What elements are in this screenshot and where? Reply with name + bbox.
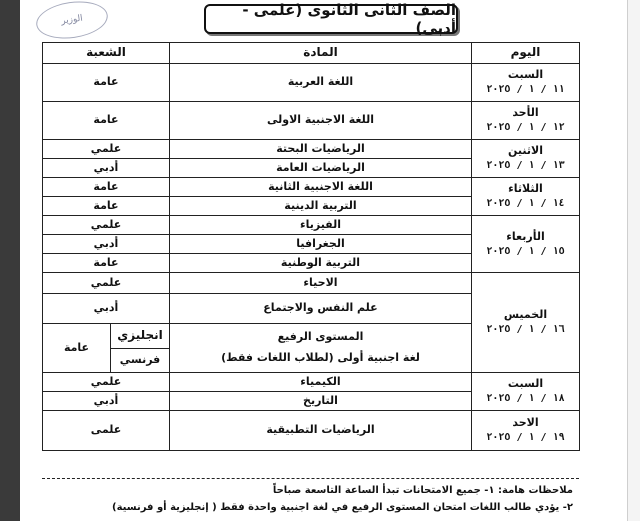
subject-cell: علم النفس والاجتماع: [170, 294, 472, 324]
division-cell: أدبي: [43, 159, 170, 178]
subject-cell: الكيمياء: [170, 373, 472, 392]
table-row: [43, 373, 580, 392]
division-cell: أدبي: [43, 294, 170, 324]
subject-cell: الجغرافيا: [170, 235, 472, 254]
division-cell: أدبي: [43, 235, 170, 254]
table-row: [43, 273, 580, 294]
division-cell: علمي: [43, 373, 170, 392]
table-row: [43, 216, 580, 235]
subject-cell: الرياضيات العامة: [170, 159, 472, 178]
stamp-text: الوزير: [60, 13, 84, 27]
subject-cell: الرياضيات البحتة: [170, 140, 472, 159]
note-1: ملاحظات هامة: ١- جميع الامتحانات تبدأ الساعة التاسعة صباحاً: [272, 485, 573, 496]
day-cell: [472, 373, 580, 411]
day-date: ١٥ / ١ / ٢٠٢٥: [486, 245, 565, 257]
division-cell: أدبي: [43, 392, 170, 411]
division-cell: عامة: [43, 178, 170, 197]
division-cell: عامة: [43, 254, 170, 273]
notes-section: [42, 478, 579, 521]
day-date: ١٦ / ١ / ٢٠٢٥: [486, 324, 565, 336]
subject-cell: الفيزياء: [170, 216, 472, 235]
day-cell: [472, 178, 580, 216]
header-division: الشعبة: [43, 43, 170, 64]
subject-cell: التاريخ: [170, 392, 472, 411]
day-name: الخميس: [503, 308, 548, 322]
subject-cell: اللغة الاجنبية الثانية: [170, 178, 472, 197]
day-date: ١٨ / ١ / ٢٠٢٥: [486, 393, 565, 405]
table-row: [43, 102, 580, 140]
day-cell: [472, 273, 580, 373]
day-name: الاحد: [512, 416, 539, 430]
day-cell: [472, 64, 580, 102]
day-name: السبت: [507, 68, 544, 82]
page-title: الصف الثانى الثانوى (علمى - أدبى): [204, 4, 458, 34]
table-row: [43, 140, 580, 159]
day-name: الأربعاء: [506, 229, 545, 243]
division-cell: علمى: [43, 411, 170, 451]
division-cell: علمي: [43, 140, 170, 159]
day-cell: [472, 140, 580, 178]
subject-cell: اللغة العربية: [170, 64, 472, 102]
subject-cell: التربية الدينية: [170, 197, 472, 216]
day-date: ١١ / ١ / ٢٠٢٥: [486, 84, 565, 96]
day-name: الثلاثاء: [508, 182, 543, 196]
language-option-english: انجليزي: [117, 327, 163, 342]
day-name: السبت: [507, 377, 544, 391]
header-day: اليوم: [472, 43, 580, 64]
table-row: [43, 178, 580, 197]
note-2: ٢- يؤدي طالب اللغات امتحان المستوى الرفيع في لغة اجنبية واحدة فقط ( إنجليزية أو فرنسية): [112, 502, 573, 513]
division-cell: علمي: [43, 216, 170, 235]
exam-schedule-table: [42, 42, 580, 451]
table-row: [43, 411, 580, 451]
day-cell: [472, 216, 580, 273]
viewer-left-edge: [0, 0, 20, 521]
day-date: ١٢ / ١ / ٢٠٢٥: [486, 122, 565, 134]
division-cell: عامة: [43, 197, 170, 216]
subject-cell: التربية الوطنية: [170, 254, 472, 273]
subject-cell: اللغة الاجنبية الاولى: [170, 102, 472, 140]
day-cell: [472, 411, 580, 451]
division-cell: عامة: [43, 102, 170, 140]
division-cell: عامة: [43, 64, 170, 102]
day-name: الاثنين: [508, 144, 543, 158]
header-subject: المادة: [170, 43, 472, 64]
subject-cell: الرياضيات التطبيقية: [170, 411, 472, 451]
language-option-french: فرنسي: [111, 348, 169, 373]
subject-cell: الاحياء: [170, 273, 472, 294]
advanced-level-note: لغة اجنبية أولى (لطلاب اللغات فقط): [221, 351, 420, 364]
day-cell: [472, 102, 580, 140]
advanced-level-division: عامة: [63, 340, 90, 354]
division-cell: علمي: [43, 273, 170, 294]
division-cell: [43, 324, 170, 373]
table-header-row: [43, 43, 580, 64]
day-date: ١٣ / ١ / ٢٠٢٥: [486, 160, 565, 172]
viewer-scrollbar[interactable]: [627, 0, 640, 521]
advanced-level-title: المستوى الرفيع: [277, 330, 364, 344]
advanced-level-cell: [170, 324, 472, 373]
day-date: ١٤ / ١ / ٢٠٢٥: [486, 198, 565, 210]
day-name: الأحد: [512, 106, 539, 120]
table-row: [43, 64, 580, 102]
day-date: ١٩ / ١ / ٢٠٢٥: [486, 432, 565, 444]
official-stamp: [34, 0, 110, 43]
